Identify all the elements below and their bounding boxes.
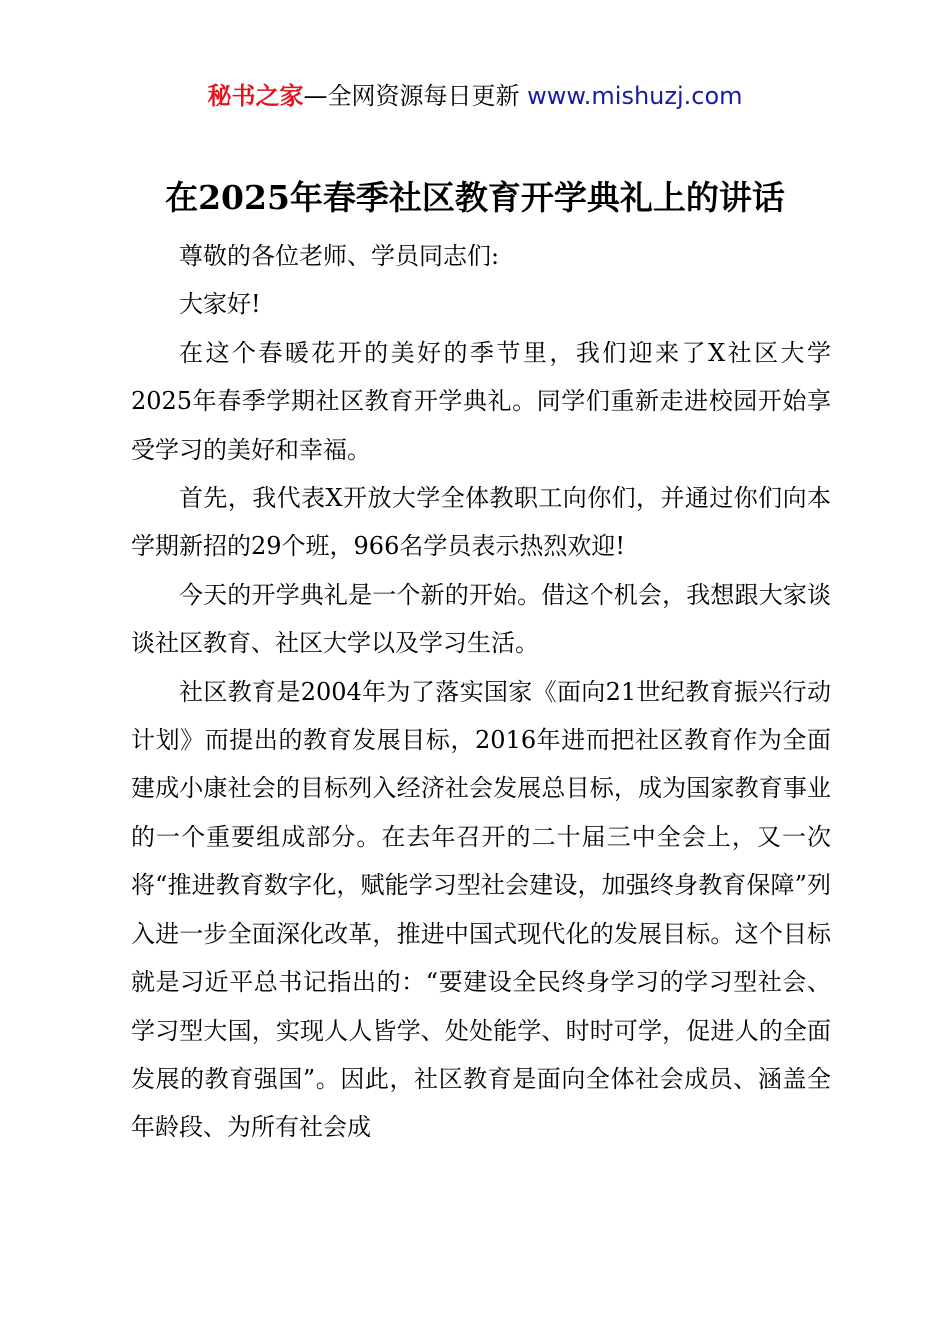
- body-paragraph: 首先，我代表X开放大学全体教职工向你们，并通过你们向本学期新招的29个班，966名学员表示热烈欢迎!: [131, 484, 831, 561]
- body-paragraph: 在这个春暖花开的美好的季节里，我们迎来了X社区大学2025年春季学期社区教育开学典礼。同学们重新走进校园开始享受学习的美好和幸福。: [131, 338, 831, 464]
- site-header: [0, 80, 950, 112]
- greeting: 大家好!: [179, 290, 261, 319]
- salutation: 尊敬的各位老师、学员同志们:: [179, 242, 500, 270]
- brand-name: 秘书之家: [207, 82, 304, 110]
- document-title: 在2025年春季社区教育开学典礼上的讲话: [165, 178, 785, 217]
- site-url-link[interactable]: www.mishuzj.com: [527, 82, 743, 110]
- body-paragraph: 今天的开学典礼是一个新的开始。借这个机会，我想跟大家谈谈社区教育、社区大学以及学习生活。: [131, 580, 831, 658]
- body-paragraph: 社区教育是2004年为了落实国家《面向21世纪教育振兴行动计划》而提出的教育发展目标，2016年进而把社区教育作为全面建成小康社会的目标列入经济社会发展总目标，成为国家教育事业的一个重要组成部分。在去年召开的二十届三中全会上，又一次将“推进教育数字化，赋能学习型社会建设，加强终身教育保障”列入进一步全面深化改革，推进中国式现代化的发展目标。这个目标就是习近平总书记指出的：“要建设全民终身学习的学习型社会、学习型大国，实现人人皆学、处处能学、时时可学，促进人的全面发展的教育强国”。因此，社区教育是面向全体社会成员、涵盖全年龄段、为所有社会成: [131, 677, 831, 1142]
- document-body: [131, 232, 831, 1152]
- header-tagline: —全网资源每日更新: [303, 82, 528, 110]
